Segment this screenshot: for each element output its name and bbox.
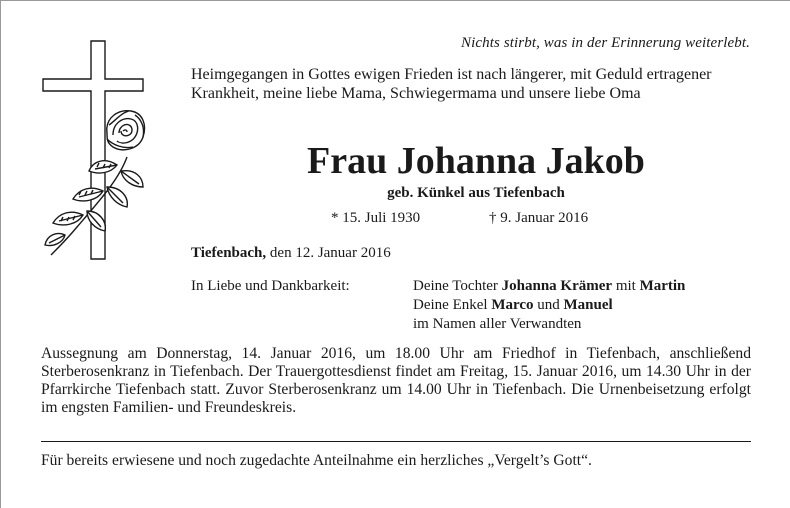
mourner-name: Manuel	[563, 297, 613, 313]
deceased-name: Frau Johanna Jakob	[307, 140, 645, 182]
place-name: Tiefenbach,	[191, 245, 267, 261]
mourner-text: und	[533, 297, 564, 313]
mourner-text: Deine Tochter	[413, 278, 502, 294]
mourner-name: Johanna Krämer	[501, 278, 613, 294]
intro-text: Heimgegangen in Gottes ewigen Frieden ist nach längerer, mit Geduld ertragener Krankheit, meine liebe Mama, Schwiegermama und unsere liebe Oma	[191, 66, 712, 102]
notice-date: den 12. Januar 2016	[266, 245, 391, 261]
mourner-text: Deine Enkel	[413, 297, 492, 313]
mourner-text: mit	[612, 278, 640, 294]
service-details: Aussegnung am Donnerstag, 14. Januar 2016, um 18.00 Uhr am Friedhof in Tiefenbach, anschließend Sterberosenkranz in Tiefenbach. Der Trauergottesdienst findet am Freitag, 15. Januar 2016, um 14.30 Uhr in der Pfarrkirche Tiefenbach statt. Zuvor Sterberosenkranz um 14.00 Uhr in Tiefenbach. Die Urnenbeisetzung erfolgt im engsten Familien- und Freundeskreis.	[41, 345, 751, 416]
cross-with-rose-icon	[39, 39, 149, 261]
motto: Nichts stirbt, was in der Erinnerung weiterlebt.	[461, 35, 750, 51]
mourners-label: In Liebe und Dankbarkeit:	[191, 278, 350, 294]
mourner-line-relatives: im Namen aller Verwandten	[413, 316, 582, 332]
death-date: † 9. Januar 2016	[489, 210, 589, 226]
thanks-text: Für bereits erwiesene und noch zugedachte Anteilnahme ein herzliches „Vergelt’s Gott“.	[41, 452, 592, 469]
birth-date: * 15. Juli 1930	[331, 210, 421, 226]
maiden-name: geb. Künkel aus Tiefenbach	[387, 185, 565, 201]
mourners-list	[413, 277, 763, 334]
mourner-line-daughter	[413, 277, 763, 296]
divider	[41, 441, 751, 442]
mourner-line-grandchildren	[413, 296, 763, 315]
mourner-name: Marco	[491, 297, 534, 313]
mourner-name: Martin	[639, 278, 686, 294]
place-date	[191, 245, 391, 262]
